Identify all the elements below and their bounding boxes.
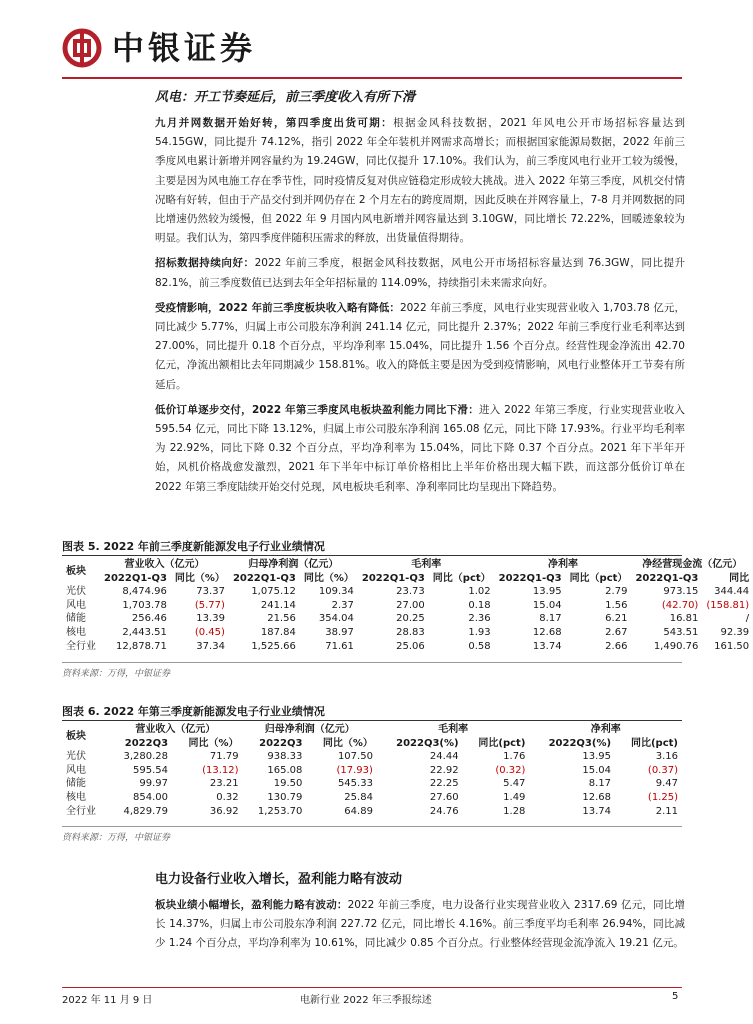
boc-logo-icon: [62, 28, 102, 68]
table-top-rule: [62, 720, 682, 721]
paragraph-lead: 九月并网数据开始好转，第四季度出货可期：: [155, 117, 394, 129]
table-cell: 3,280.28: [123, 751, 169, 763]
row-label: 核电: [66, 626, 86, 638]
table-cell: 6.21: [605, 613, 628, 625]
subheader-cell: 2022Q1-Q3: [232, 572, 296, 584]
table-cell: 37.34: [196, 640, 225, 652]
table-cell: 0.18: [468, 599, 491, 611]
table-cell: 21.56: [267, 613, 296, 625]
row-label: 全行业: [66, 805, 96, 817]
table-cell: 854.00: [133, 791, 169, 803]
table-cell: 20.25: [396, 613, 425, 625]
table-cell: 12.68: [582, 791, 612, 803]
table-row: [62, 612, 753, 626]
paragraph-lead: 板块业绩小幅增长，盈利能力略有波动：: [155, 899, 348, 911]
table-cell: (5.77): [194, 599, 225, 611]
table-cell: (0.45): [194, 626, 225, 638]
table-cell: 130.79: [267, 791, 303, 803]
section-power-equipment: [155, 870, 685, 960]
table-cell: 1,490.76: [653, 640, 699, 652]
table-figure-6: [62, 723, 682, 818]
group-header: 归母净利润（亿元）: [264, 724, 355, 735]
subheader-cell: 2022Q1-Q3: [498, 572, 562, 584]
table-cell: 165.08: [267, 764, 303, 776]
table-row: [62, 626, 753, 640]
subheader-cell: 同比（%）: [188, 737, 239, 749]
table-body: [62, 750, 682, 818]
figure-6-source: 资料来源：万得，中银证券: [62, 833, 171, 843]
paragraph-lead: 招标数据持续向好：: [155, 257, 255, 270]
table-subheader: [62, 572, 753, 586]
table-cell: 3.16: [655, 751, 678, 763]
subheader-cell: 2022Q1-Q3: [104, 572, 167, 584]
table-cell: 13.39: [196, 613, 225, 625]
table-cell: 24.44: [429, 751, 459, 763]
section-title: 电力设备行业收入增长，盈利能力略有波动: [155, 872, 403, 887]
group-header: 营业收入（亿元）: [124, 559, 205, 570]
row-label: 全行业: [66, 640, 96, 652]
table-cell: (0.32): [495, 764, 526, 776]
table-cell: 9.47: [655, 778, 678, 790]
subheader-cell: 同比（pct）: [569, 572, 628, 584]
subheader-cell: 同比（pct）: [432, 572, 491, 584]
table-cell: 109.34: [318, 586, 354, 598]
table-cell: 73.37: [196, 586, 225, 598]
page-header: [62, 24, 682, 76]
table-cell: 256.46: [131, 613, 167, 625]
table-cell: 1,253.70: [257, 805, 303, 817]
subheader-cell: 2022Q1-Q3: [635, 572, 699, 584]
table-cell: 25.84: [344, 791, 373, 803]
table-cell: 12,878.71: [116, 640, 167, 652]
paragraph: [155, 299, 685, 395]
table-cell: 28.83: [396, 626, 425, 638]
subheader-cell: 2022Q3(%): [396, 737, 459, 749]
subheader-cell: 2022Q1-Q3: [361, 572, 425, 584]
subheader-cell: 2022Q3: [124, 737, 169, 749]
table-cell: 161.50: [714, 640, 750, 652]
col-block-header: 板块: [66, 565, 86, 577]
table-cell: 1,075.12: [251, 586, 296, 598]
table-cell: 27.60: [429, 791, 459, 803]
table-cell: 15.04: [582, 764, 612, 776]
table-cell: 545.33: [337, 778, 373, 790]
paragraph-body: 进入 2022 年第三季度，行业实现营业收入 595.54 亿元，同比下降 13.12%，归属上市公司股东净利润 165.08 亿元，同比下降 17.93%。行业平均毛利率为 22.92%，同比下降 0.32 个百分点，平均净利率为 15.04%，同比下降 0.37 个百分点。2021 年下半年开始，风机价格战愈发激烈，2021 年下半年中标订单价格相比上半年价格出现大幅下跌，而这部分低价订单在 2022 年第三季度陆续开始交付兑现，风电板块毛利率、净利率同比均呈现出下降趋势。: [155, 403, 685, 493]
table-cell: 354.04: [318, 613, 354, 625]
subheader-cell: 同比（%）: [174, 572, 225, 584]
table-row: [62, 585, 753, 599]
table-cell: 8,474.96: [122, 586, 167, 598]
table-cell: 973.15: [663, 586, 699, 598]
table-cell: 16.81: [669, 613, 699, 625]
table-cell: 4,829.79: [123, 805, 169, 817]
table-cell: 543.51: [663, 626, 699, 638]
footer-divider: [62, 987, 682, 988]
table-cell: /: [745, 613, 750, 625]
table-body: [62, 585, 753, 653]
table-cell: 12.68: [532, 626, 562, 638]
subheader-cell: 2022Q3: [259, 737, 303, 749]
paragraph-lead: 低价订单逐步交付，2022 年第三季度风电板块盈利能力同比下滑：: [155, 403, 479, 416]
section-wind: [155, 88, 685, 503]
group-header: 净利率: [548, 559, 579, 570]
table-cell: 2.36: [468, 613, 491, 625]
table-cell: 15.04: [532, 599, 562, 611]
table-cell: 344.44: [714, 586, 750, 598]
table-row: [62, 777, 682, 791]
paragraph-body: 根据金风科技数据，2021 年风电公开市场招标容量达到 54.15GW，同比提升 74.12%，指引 2022 年全年装机并网需求高增长；而根据国家能源局数据，2022 年前三季度风电累计新增并网容量约为 19.24GW，同比仅提升 17.10%。我们认为，前三季度风电行业开工较为缓慢，主要是因为风电施工存在季节性，同时疫情反复对供应链稳定形成较大挑战。进入 2022 年第三季度，风机交付情况略有好转，但由于产品交付到并网仍存在 2 个月左右的跨度周期，因此反映在并网容量上，7-8 月并网数据的同比增速仍然较为缓慢，但 2022 年 9 月国内风电新增并网容量达到 3.10GW，同比增长 72.22%，回暖迹象较为明显。我们认为，第四季度伴随积压需求的释放，出货量值得期待。: [155, 117, 686, 245]
table-cell: 92.39: [720, 626, 750, 638]
table-row: [62, 764, 682, 778]
table-cell: (42.70): [661, 599, 699, 611]
table-cell: 2,443.51: [122, 626, 167, 638]
paragraph-body: 2022 年前三季度，根据金风科技数据，风电公开市场招标容量达到 76.3GW，同比提升 82.1%，前三季度数值已达到去年全年招标量的 114.09%，持续指引未来需求向好。: [155, 257, 686, 289]
row-label: 储能: [66, 613, 86, 625]
row-label: 风电: [66, 764, 86, 776]
table-cell: 2.67: [605, 626, 628, 638]
table-cell: 23.21: [209, 778, 239, 790]
table-cell: 938.33: [267, 751, 303, 763]
paragraph: [155, 254, 685, 292]
table-bottom-rule: [62, 662, 682, 663]
table-group-header: [62, 723, 682, 737]
table-cell: 8.17: [539, 613, 562, 625]
group-header: 毛利率: [438, 724, 469, 735]
row-label: 储能: [66, 778, 86, 790]
table-cell: 0.32: [216, 791, 239, 803]
paragraph-body: 2022 年前三季度，风电行业实现营业收入 1,703.78 亿元，同比减少 5.77%，归属上市公司股东净利润 241.14 亿元，同比提升 2.37%；2022 年前三季度行业毛利率达到 27.00%，同比提升 0.18 个百分点，平均净利率 15.04%，同比提升 1.56 个百分点。经营性现金净流出 42.70 亿元，净流出额相比去年同期减少 158.81%。收入的降低主要是因为受到疫情影响，风电行业整体开工节奏有所延后。: [155, 301, 685, 391]
table-cell: 1.93: [468, 626, 491, 638]
footer-doc-title: 电新行业 2022 年三季报综述: [300, 995, 432, 1006]
table-cell: 2.66: [605, 640, 628, 652]
table-group-header: [62, 558, 753, 572]
table-cell: 19.50: [273, 778, 303, 790]
figure-5-source: 资料来源：万得，中银证券: [62, 669, 171, 679]
paragraph: [155, 896, 685, 954]
table-cell: 71.61: [325, 640, 354, 652]
figure-6-title: 图表 6. 2022 年第三季度新能源发电子行业业绩情况: [62, 705, 325, 718]
table-cell: 8.17: [588, 778, 612, 790]
col-block-header: 板块: [66, 730, 86, 742]
table-top-rule: [62, 555, 682, 556]
table-cell: 107.50: [337, 751, 373, 763]
table-cell: (158.81): [706, 599, 750, 611]
table-cell: 1,703.78: [122, 599, 167, 611]
group-header: 营业收入（亿元）: [135, 724, 216, 735]
row-label: 风电: [66, 599, 86, 611]
table-cell: 25.06: [396, 640, 425, 652]
group-header: 净利率: [590, 724, 621, 735]
table-row: [62, 805, 682, 819]
table-figure-5: [62, 558, 753, 653]
subheader-cell: 同比(pct): [478, 737, 526, 749]
table-cell: 5.47: [503, 778, 526, 790]
group-header: 毛利率: [411, 559, 442, 570]
table-cell: (1.25): [647, 791, 678, 803]
table-cell: 1.56: [605, 599, 628, 611]
table-subheader: [62, 737, 682, 751]
table-row: [62, 599, 753, 613]
paragraph-lead: 受疫情影响，2022 年前三季度板块收入略有降低：: [155, 301, 400, 314]
subheader-cell: 2022Q3(%): [548, 737, 612, 749]
table-cell: 38.97: [325, 626, 354, 638]
table-cell: 241.14: [260, 599, 296, 611]
table-cell: 187.84: [260, 626, 296, 638]
table-cell: 99.97: [139, 778, 169, 790]
row-label: 光伏: [66, 751, 86, 763]
group-header: 归母净利润（亿元）: [248, 559, 339, 570]
page-number: 5: [672, 991, 679, 1002]
table-cell: 2.11: [655, 805, 678, 817]
table-row: [62, 750, 682, 764]
table-cell: 13.95: [582, 751, 612, 763]
table-cell: 1.49: [503, 791, 526, 803]
subheader-cell: 同比（%）: [322, 737, 373, 749]
paragraph-body: 2022 年前三季度，电力设备行业实现营业收入 2317.69 亿元，同比增长 14.37%，归属上市公司股东净利润 227.72 亿元，同比增长 4.16%。前三季度平均毛利率 26.94%，同比减少 1.24 个百分点，平均净利率为 10.61%，同比减少 0.85 个百分点。行业整体经营现金流净流入 19.21 亿元。: [155, 899, 686, 950]
footer-date: 2022 年 11 月 9 日: [62, 995, 153, 1006]
table-cell: 1,525.66: [251, 640, 296, 652]
row-label: 核电: [66, 791, 86, 803]
table-cell: 1.02: [468, 586, 491, 598]
subheader-cell: 同比: [729, 572, 750, 584]
figure-5-title: 图表 5. 2022 年前三季度新能源发电子行业业绩情况: [62, 540, 325, 553]
table-cell: (0.37): [647, 764, 678, 776]
table-cell: 27.00: [396, 599, 425, 611]
table-cell: 23.73: [396, 586, 425, 598]
paragraph: [155, 401, 685, 497]
table-cell: 22.25: [429, 778, 459, 790]
table-cell: 2.37: [331, 599, 354, 611]
table-cell: 595.54: [133, 764, 169, 776]
group-header: 净经营现金流（亿元）: [642, 559, 743, 570]
subheader-cell: 同比(pct): [630, 737, 678, 749]
table-cell: 13.74: [532, 640, 562, 652]
section-title: 风电：开工节奏延后，前三季度收入有所下滑: [155, 90, 416, 105]
table-bottom-rule: [62, 826, 682, 827]
brand-name: 中银证券: [112, 29, 257, 67]
header-divider: [62, 77, 682, 79]
table-cell: 2.79: [605, 586, 628, 598]
table-cell: 13.95: [532, 586, 562, 598]
table-cell: 64.89: [344, 805, 373, 817]
table-cell: 1.76: [503, 751, 526, 763]
row-label: 光伏: [66, 586, 86, 598]
table-cell: 22.92: [429, 764, 459, 776]
paragraph: [155, 114, 685, 248]
table-cell: 36.92: [209, 805, 239, 817]
table-cell: 1.28: [503, 805, 526, 817]
table-cell: 71.79: [209, 751, 239, 763]
table-cell: 0.58: [468, 640, 491, 652]
subheader-cell: 同比（%）: [303, 572, 354, 584]
table-cell: (17.93): [336, 764, 373, 776]
table-cell: (13.12): [202, 764, 239, 776]
table-row: [62, 640, 753, 654]
table-cell: 24.76: [429, 805, 459, 817]
table-row: [62, 791, 682, 805]
table-cell: 13.74: [582, 805, 612, 817]
